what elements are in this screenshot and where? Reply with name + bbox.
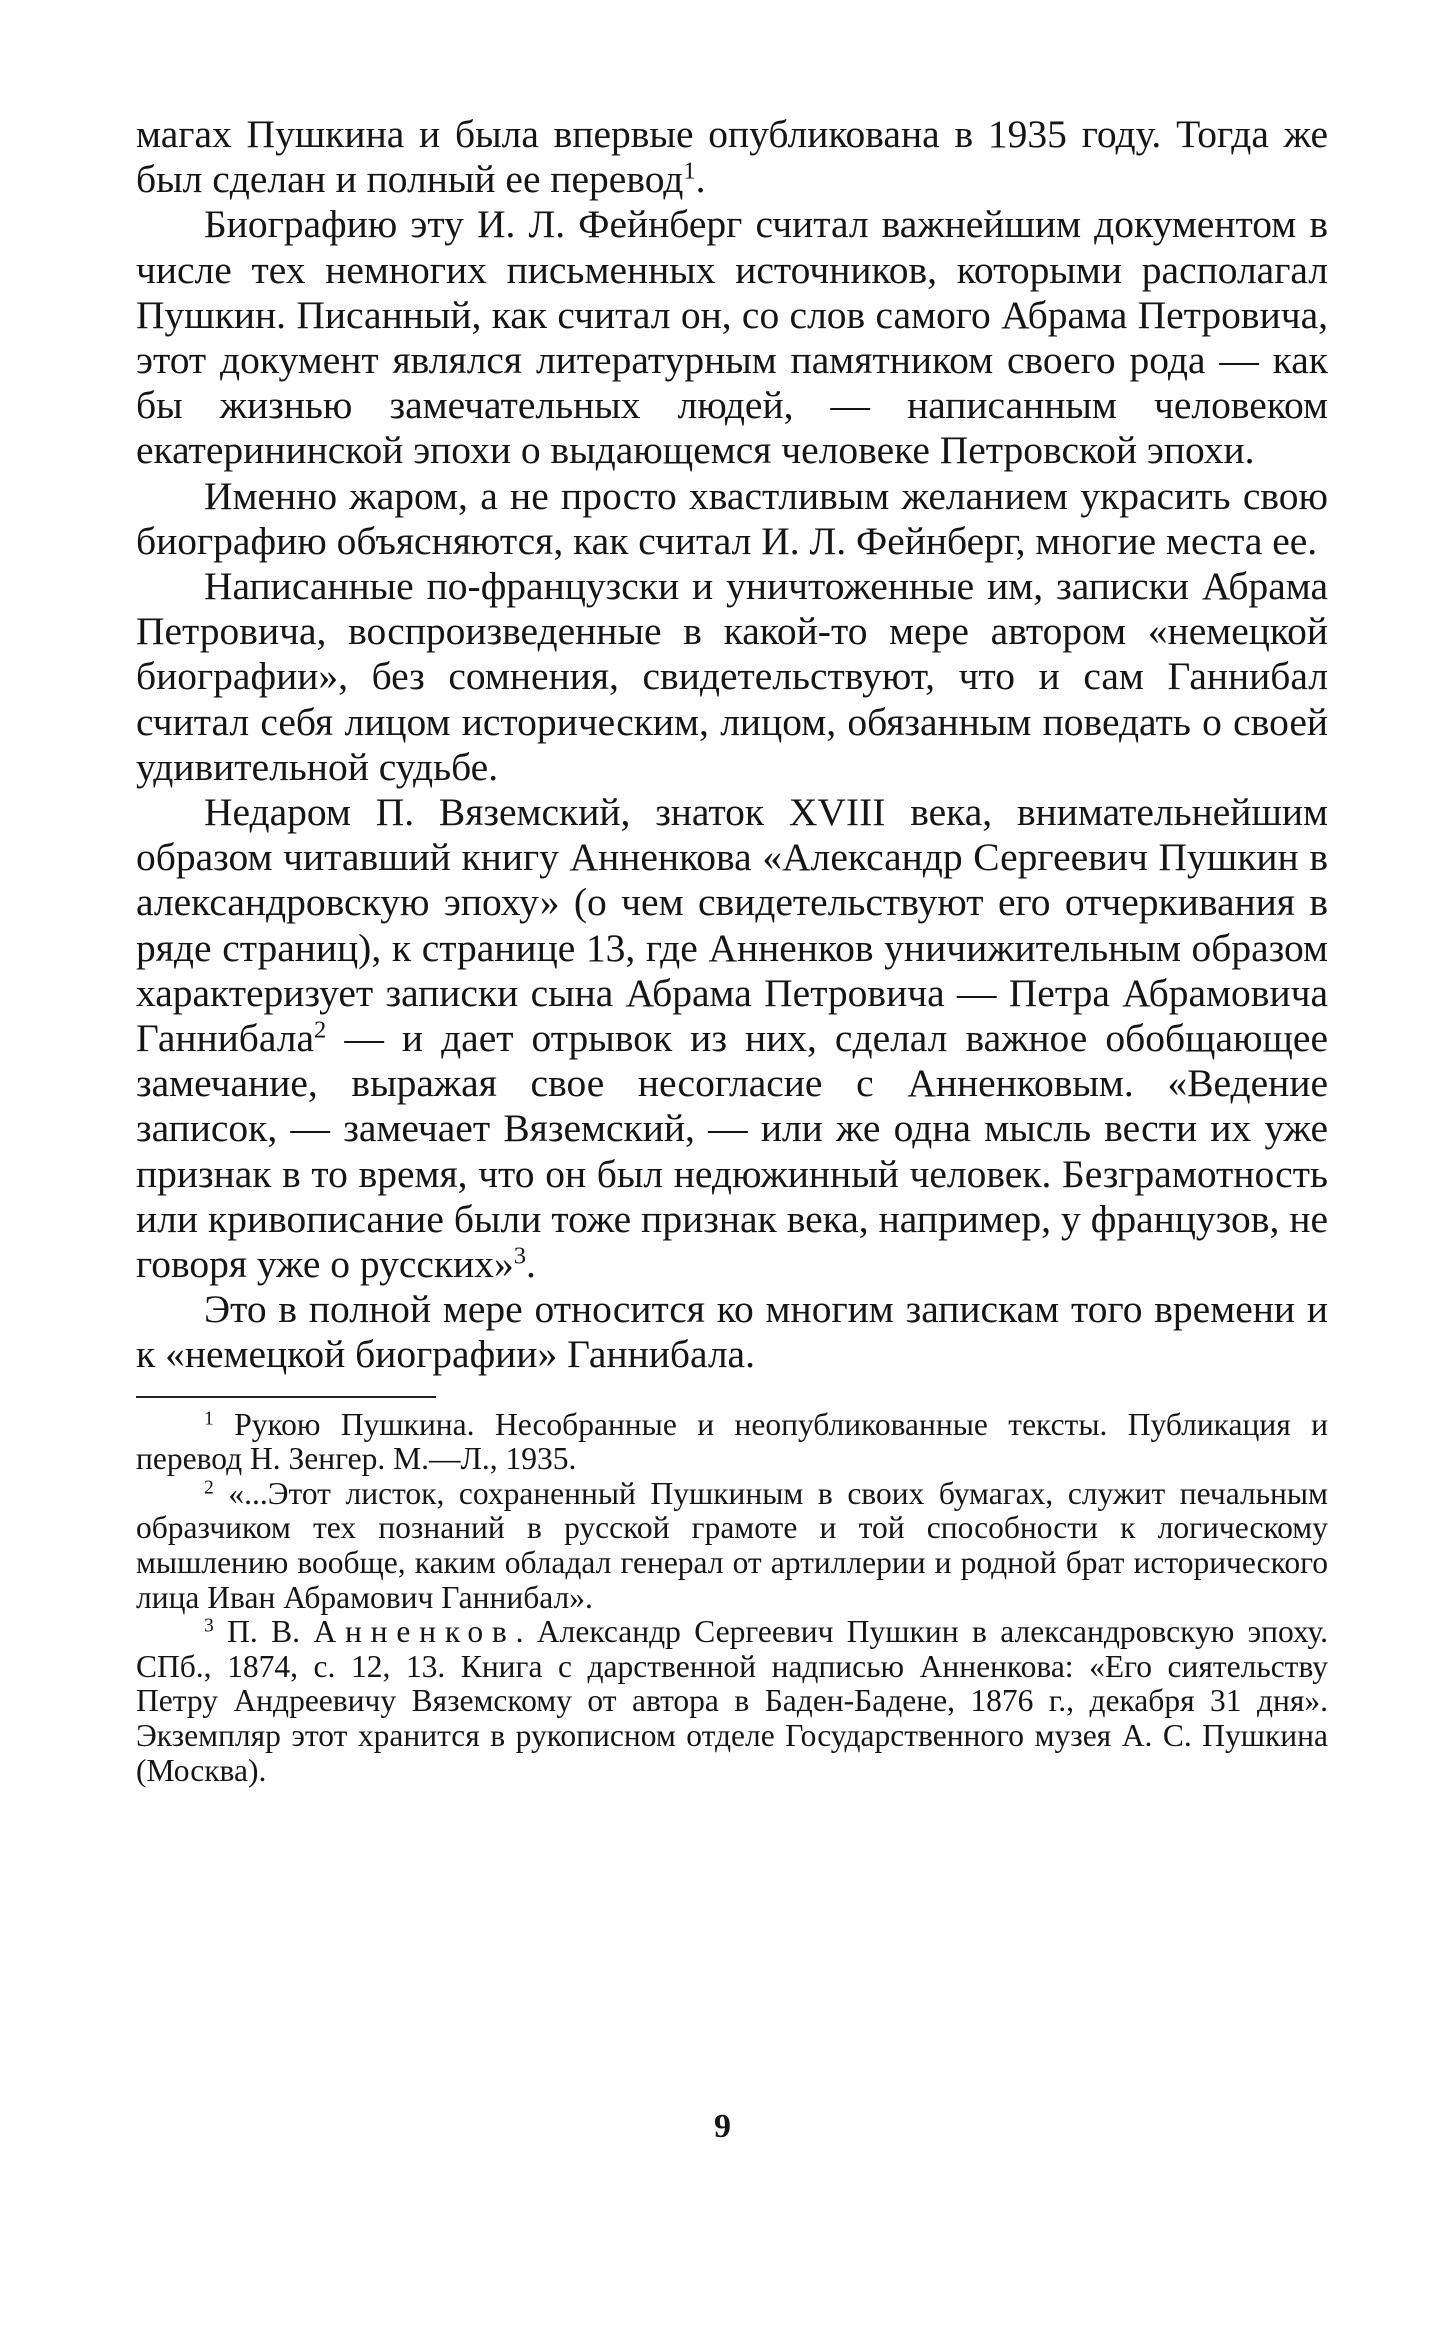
footnote — [136, 1615, 1328, 1788]
page-number: 9 — [714, 2108, 731, 2145]
footnote-marker: 2 — [204, 1477, 214, 1499]
footnote-marker: 3 — [513, 1242, 527, 1270]
text-run: . — [695, 157, 706, 202]
text-run: . — [526, 1242, 536, 1287]
main-text — [136, 112, 1328, 1378]
text-run: «...Этот листок, сохраненный Пушкиным в своих бумагах, служит печальным образчиком тех познаний в русской грамоте и той способности к логическому мышлению вообще, каким обладал генерал от артиллерии и родной брат исторического лица Иван Абрамович Ганнибал». — [136, 1475, 1328, 1615]
footnote — [136, 1408, 1328, 1477]
footnote-marker: 1 — [204, 1407, 214, 1429]
footnote-marker: 1 — [683, 157, 696, 185]
paragraph — [136, 790, 1328, 1287]
footnotes — [136, 1408, 1328, 1789]
text-run: магах Пушкина и была впервые опубликована в 1935 году. Тогда же был сделан и полный ее перевод — [136, 112, 1328, 202]
text-run: Это в полной мере относится ко многим запискам того времени и к «немецкой биографии» Ганнибала. — [136, 1287, 1328, 1377]
footnote-rule — [136, 1396, 436, 1398]
text-run: Именно жаром, а не просто хвастливым желанием украсить свою биографию объясняются, как считал И. Л. Фейнберг, многие места ее. — [136, 473, 1328, 563]
text-run: . Александр Сергеевич Пушкин в александровскую эпоху. СПб., 1874, с. 12, 13. Книга с дарственной надписью Анненкова: «Его сиятельству Петру Андреевичу Вяземскому от автора в Баден-Бадене, 1876 г., декабря 31 дня». Экземпляр этот хранится в рукописном отделе Государственного музея А. С. Пушкина (Москва). — [136, 1614, 1328, 1788]
text-run: — и дает отрывок из них, сделал важное обобщающее замечание, выражая свое несогласие с Анненковым. «Ведение записок, — замечает Вяземский, — или же одна мысль вести их уже признак в то время, что он был недюжинный человек. Безграмотность или кривописание были тоже признак века, например, у французов, не говоря уже о русских» — [136, 1016, 1328, 1287]
footnote-marker: 3 — [204, 1615, 214, 1637]
paragraph — [136, 1287, 1328, 1377]
paragraph — [136, 474, 1328, 564]
text-run: Рукою Пушкина. Несобранные и неопубликованные тексты. Публикация и перевод Н. Зенгер. М.—Л., 1935. — [136, 1406, 1328, 1477]
footnote — [136, 1477, 1328, 1615]
author-name: Анненков — [313, 1614, 516, 1650]
paragraph — [136, 202, 1328, 473]
text-run: Написанные по-французски и уничтоженные им, записки Абрама Петровича, воспроизведенные в какой-то мере автором «немецкой биографии», без сомнения, свидетельствуют, что и сам Ганнибал считал себя лицом историческим, лицом, обязанным поведать о своей удивительной судьбе. — [136, 564, 1328, 789]
text-run: Недаром П. Вяземский, знаток XVIII века, внимательнейшим образом читавший книгу Анненкова «Александр Сергеевич Пушкин в александровскую эпоху» (о чем свидетельствуют его отчеркивания в ряде страниц), к странице 13, где Анненков уничижительным образом характеризует записки сына Абрама Петровича — Петра Абрамовича Ганнибала — [136, 790, 1328, 1061]
text-run: Биографию эту И. Л. Фейнберг считал важнейшим документом в числе тех немногих письменных источников, которыми располагал Пушкин. Писанный, как считал он, со слов самого Абрама Петровича, этот документ являлся литературным памятником своего рода — как бы жизнью замечательных людей, — написанным человеком екатерининской эпохи о выдающемся человеке Петровской эпохи. — [136, 202, 1328, 473]
book-page — [136, 112, 1328, 1788]
paragraph — [136, 564, 1328, 790]
footnote-marker: 2 — [314, 1016, 327, 1044]
paragraph — [136, 112, 1328, 202]
text-run: П. В. — [213, 1614, 314, 1650]
